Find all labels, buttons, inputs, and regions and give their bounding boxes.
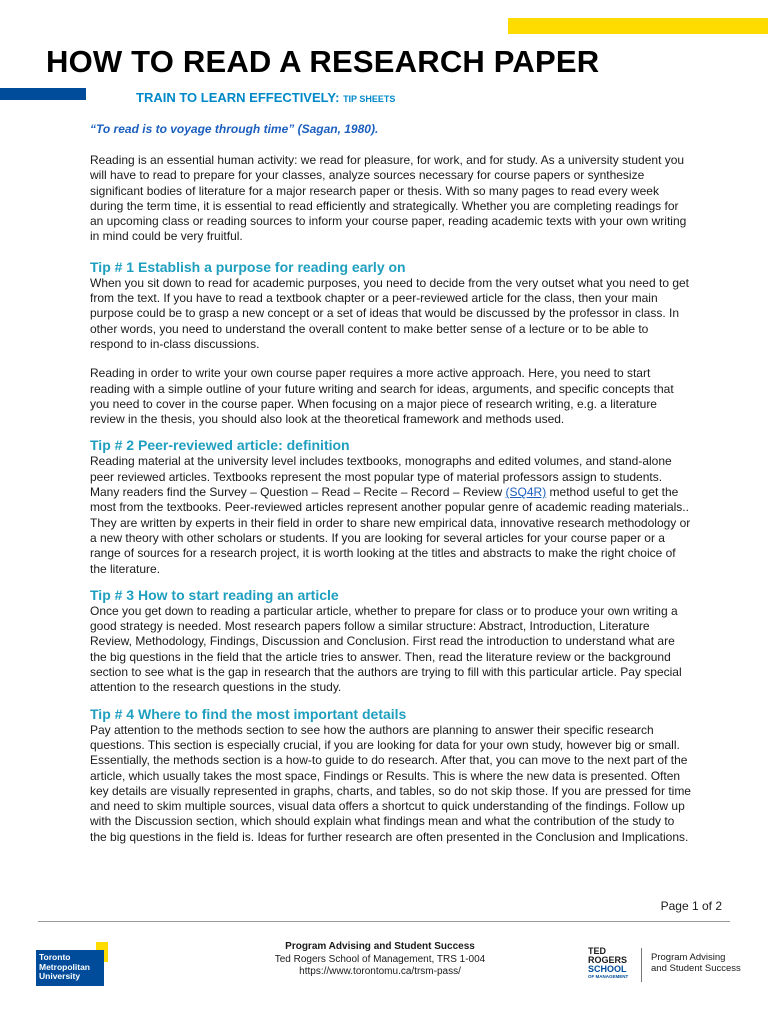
footer-contact — [230, 941, 530, 979]
document-body — [90, 122, 692, 859]
tip-3-paragraph: Once you get down to reading a particular article, whether to prepare for class or to produce your own writing a good strategy is needed. Most research papers follow a similar structure: Abstract, Introduction, Literature Review, Methodology, Findings, Discussion and Conclusion. First read the introduction to understand what are the big questions in the field that the article tries to answer. Then, read the literature review or the background section to see what is the gap in research that the authors are trying to fill with this particular article. Pay special attention to the research questions in the study. — [90, 603, 682, 695]
page-number: Page 1 of 2 — [660, 899, 722, 913]
trs-logo-line-3: SCHOOL — [588, 964, 627, 974]
footer-office-address: Ted Rogers School of Management, TRS 1-004 — [274, 953, 486, 965]
footer-office-url[interactable]: https://www.torontomu.ca/trsm-pass/ — [299, 966, 461, 977]
tip-1-paragraph-1: When you sit down to read for academic purposes, you need to decide from the very outset what you need to get from the text. If you have to read a textbook chapter or a peer-reviewed article for the class, then your main purpose could be to grasp a new concept or a set of ideas that would be discussed by the professor in class. In other words, you need to understand the overall content to make better sense of a lecture or to be able to respond to in-class discussions. — [90, 275, 690, 351]
tip-3-heading: Tip # 3 How to start reading an article — [90, 586, 339, 603]
sq4r-link[interactable]: (SQ4R) — [505, 485, 547, 500]
tip-4-heading: Tip # 4 Where to find the most important details — [90, 705, 407, 722]
footer-unit-line-2: and Student Success — [651, 963, 741, 974]
tmu-logo-wordmark — [36, 950, 104, 986]
left-accent-bar — [0, 88, 86, 100]
top-accent-bar — [508, 18, 768, 34]
footer-logo-divider — [641, 948, 642, 982]
footer-unit-name — [651, 952, 741, 974]
tmu-logo-line-2: Metropolitan — [39, 961, 90, 972]
opening-quote: “To read is to voyage through time” (Sagan, 1980). — [90, 122, 379, 136]
trs-logo-line-2: ROGERS — [588, 955, 628, 965]
tip-2-text-before-link: Reading material at the university level includes textbooks, monographs and edited volumes, and stand-alone peer reviewed articles. Textbooks represent the most popular type of material professors assign to students. Many readers find the Survey – Question – Read – Recite – Record – Review — [90, 454, 672, 500]
subtitle-main: TRAIN TO LEARN EFFECTIVELY: — [136, 90, 340, 105]
tip-2-text-after-link: method useful to get the most from the textbooks. Peer-reviewed articles represent another popular genre of academic reading materials.. They are written by experts in their field in order to share new empirical data, innovative research methodology or a new theory with other scholars or students. If you are looking for several articles for your course paper or a range of sources for a research project, it is worth looking at the titles and abstracts to make the right choice of the literature. — [90, 485, 691, 576]
trs-logo-line-1: TED — [588, 946, 606, 956]
subtitle-small: TIP SHEETS — [343, 94, 396, 104]
tmu-logo-line-3: University — [39, 971, 81, 981]
tmu-logo — [36, 942, 108, 986]
intro-paragraph: Reading is an essential human activity: we read for pleasure, for work, and for study. As a university student you will have to read to prepare for your classes, analyze sources necessary for course papers or synthesize significant bodies of literature for a major research paper or thesis. With so many pages to read every week during the term time, it is essential to read efficiently and strategically. Whether you are completing readings for an upcoming class or reading sources to inform your course paper, reading academic texts with your own writing in mind could be very fruitful. — [90, 153, 687, 244]
tip-4-paragraph: Pay attention to the methods section to see how the authors are planning to answer their specific research questions. This section is especially crucial, if you are looking for data for your own study, however big or small. Essentially, the methods section is a how-to guide to do research. After that, you can move to the next part of the article, which usually takes the most space, Findings or Results. This is where the new data is presented. Often key details are visually represented in graphs, charts, and tables, so do not skip those. If you are pressed for time and need to skim multiple sources, visual data offers a shortcut to quick understanding of the findings. Follow up with the Discussion section, which should explain what findings mean and what the contribution of the study to the big questions in the field is. Ideas for further research are often presented in the Conclusion and Implications. — [90, 722, 691, 844]
page-title: HOW TO READ A RESEARCH PAPER — [46, 44, 600, 79]
footer-office-name: Program Advising and Student Success — [285, 941, 475, 952]
ted-rogers-logo — [588, 947, 632, 983]
tip-2-paragraph — [90, 454, 692, 576]
tip-1-heading: Tip # 1 Establish a purpose for reading early on — [90, 258, 406, 275]
trs-logo-line-4: OF MANAGEMENT — [588, 974, 629, 979]
footer-unit-line-1: Program Advising — [651, 952, 726, 963]
tip-1-paragraph-2: Reading in order to write your own course paper requires a more active approach. Here, you need to start reading with a simple outline of your future writing and search for ideas, arguments, and specific concepts that you need to cover in the course paper. When focusing on a major piece of research writing, e.g. a literature review in the thesis, you should also look at the theoretical framework and methods used. — [90, 366, 674, 427]
tmu-logo-line-1: Toronto — [39, 952, 71, 962]
tip-2-heading: Tip # 2 Peer-reviewed article: definition — [90, 437, 350, 454]
footer-divider — [38, 921, 730, 922]
page-subtitle — [136, 90, 395, 105]
